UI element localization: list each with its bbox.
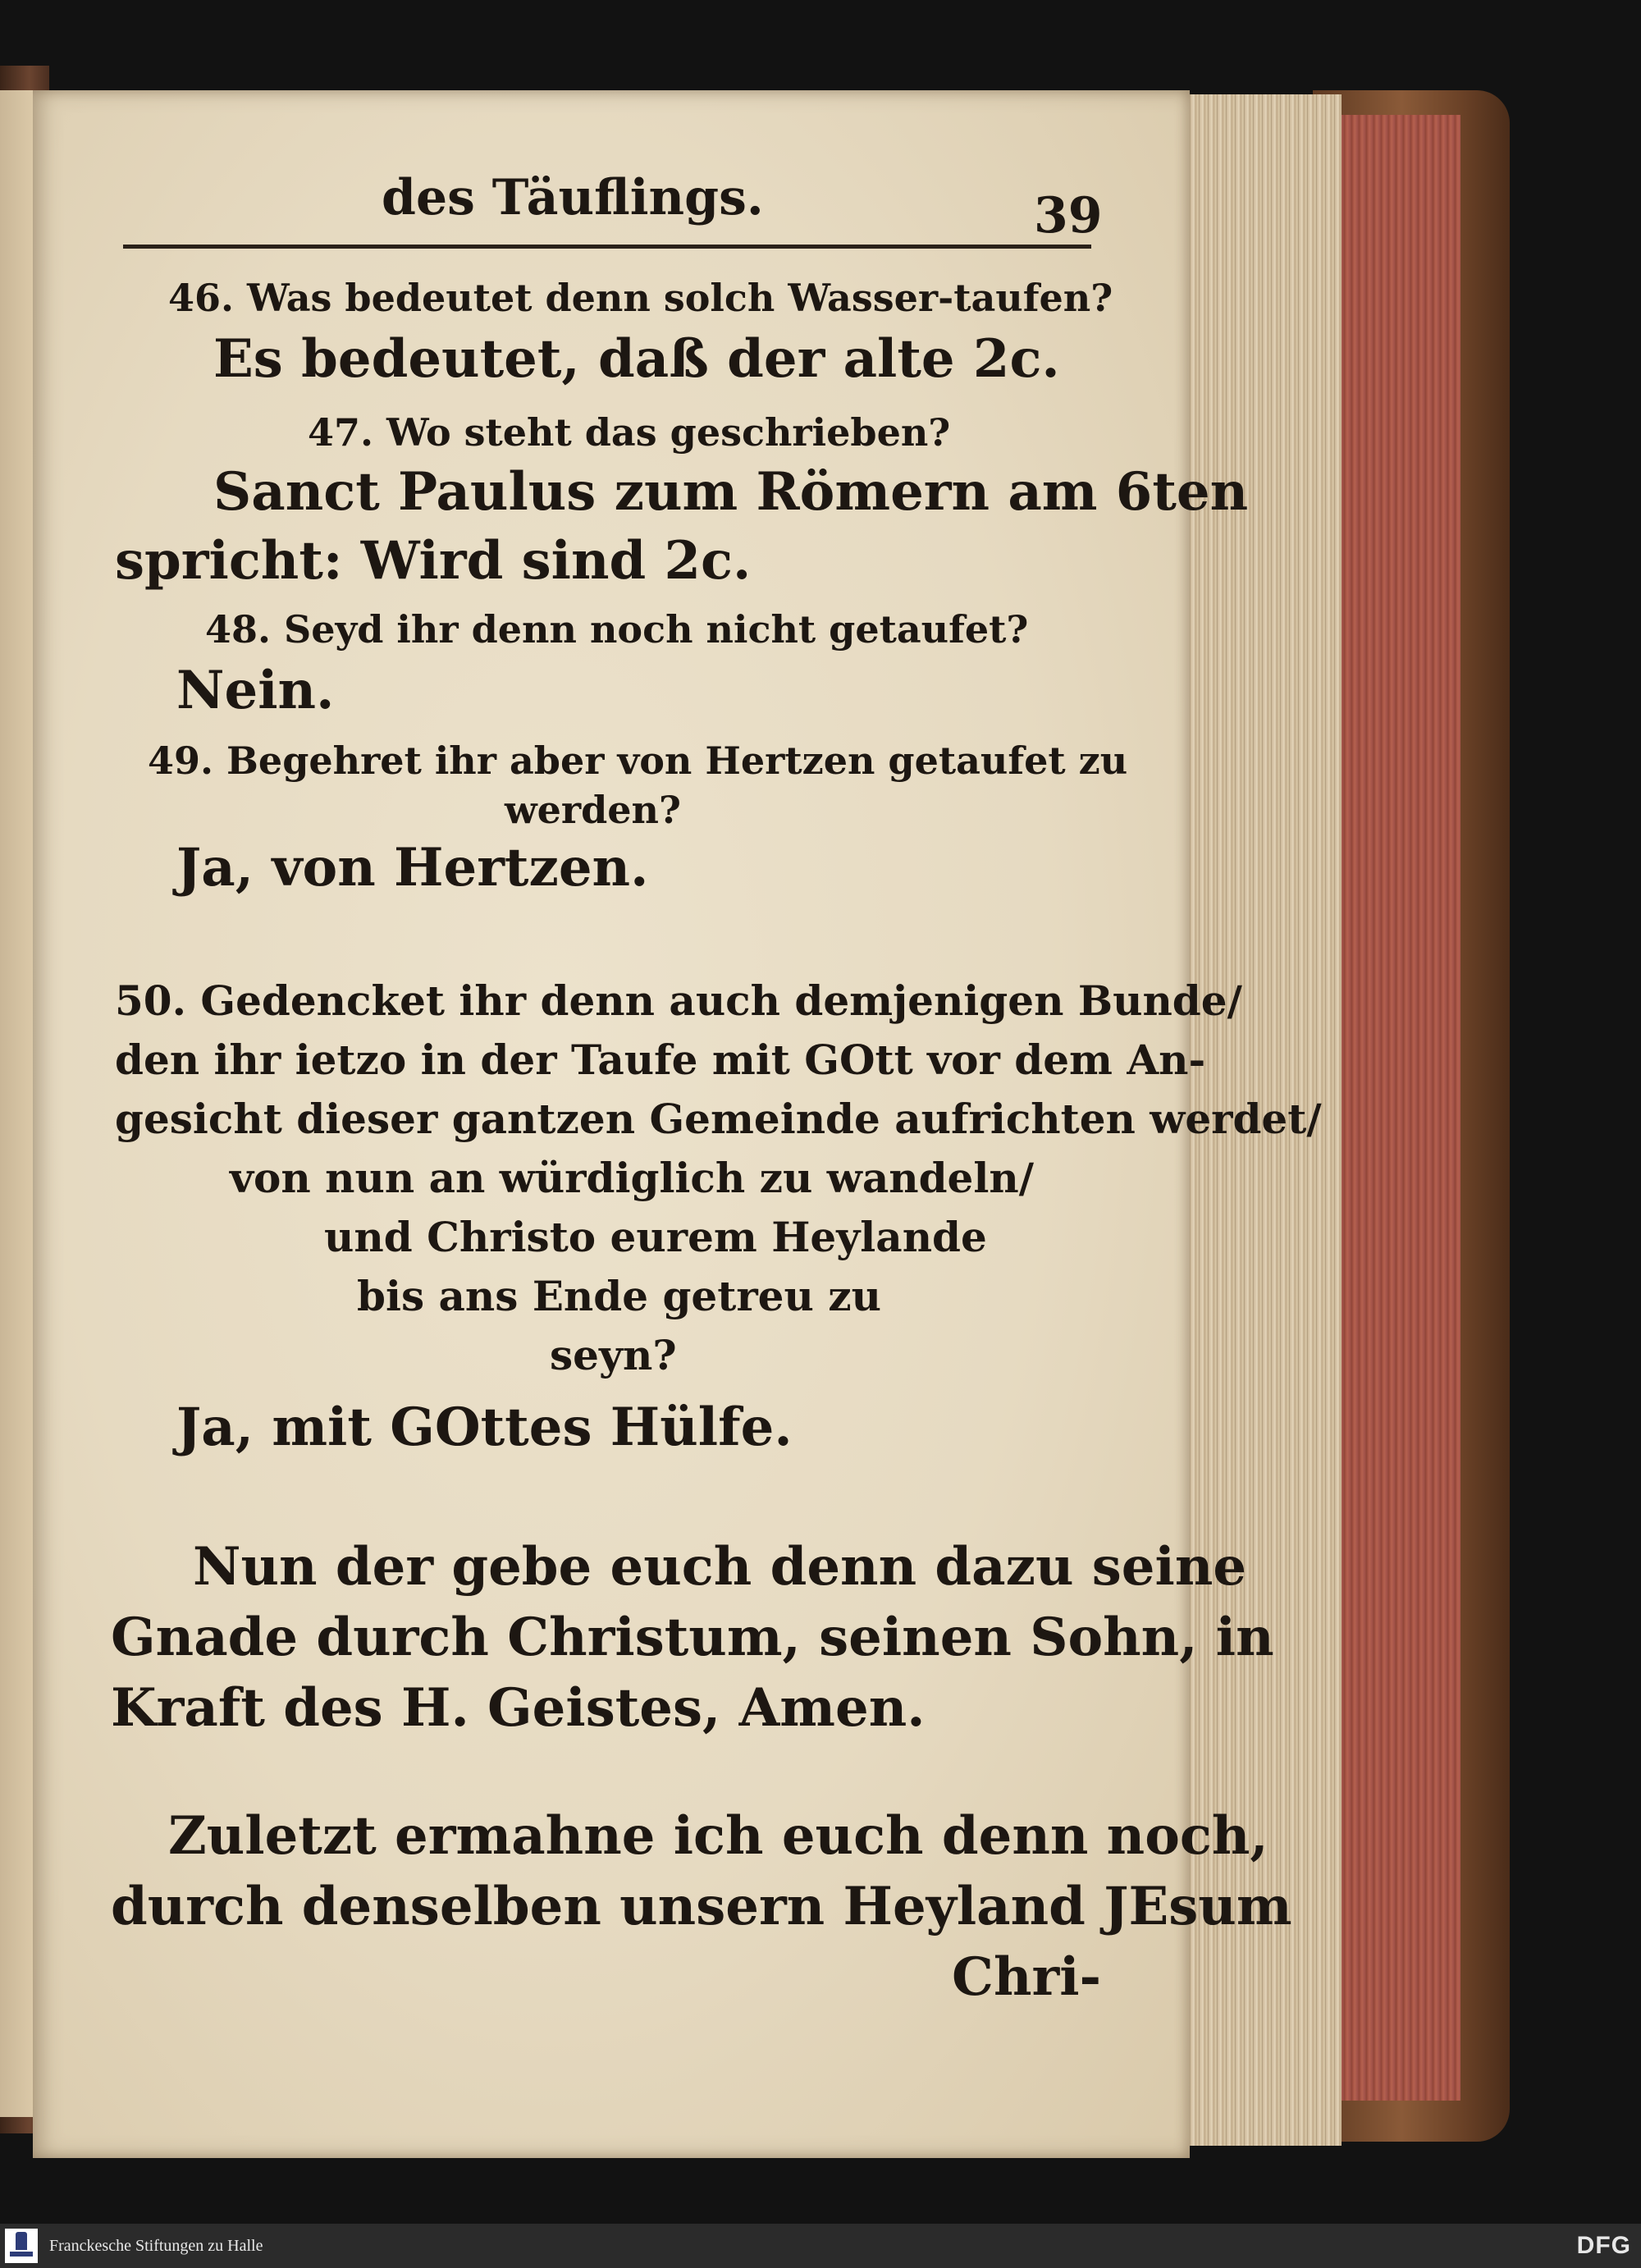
dfg-logo: DFG — [1576, 2232, 1631, 2259]
viewer-footer — [0, 2224, 1641, 2268]
text-line: Ja, von Hertzen. — [176, 837, 649, 899]
institution-logo-icon — [5, 2229, 38, 2263]
text-line: werden? — [505, 788, 681, 832]
institution-name: Franckesche Stiftungen zu Halle — [49, 2237, 263, 2255]
text-line: Ja, mit GOttes Hülfe. — [176, 1397, 793, 1458]
running-head: des Täuflings. — [382, 169, 764, 226]
text-line: spricht: Wird sind 2c. — [115, 530, 752, 592]
logo-mark — [16, 2232, 27, 2250]
text-line: Es bedeutet, daß der alte 2c. — [213, 328, 1060, 390]
text-line: Zuletzt ermahne ich euch denn noch, — [168, 1805, 1268, 1867]
text-line: bis ans Ende getreu zu — [357, 1272, 881, 1320]
text-line: von nun an würdiglich zu wandeln/ — [230, 1154, 1034, 1202]
text-line: Nein. — [176, 660, 335, 721]
text-line: 49. Begehret ihr aber von Hertzen getaufet zu — [148, 738, 1128, 783]
catchword: Chri- — [952, 1946, 1102, 2008]
text-line: Kraft des H. Geistes, Amen. — [111, 1677, 926, 1739]
page-number: 39 — [1034, 187, 1103, 245]
text-line: seyn? — [550, 1331, 677, 1379]
text-line: 46. Was bedeutet denn solch Wasser-taufen? — [168, 276, 1113, 320]
book-page — [33, 90, 1322, 2158]
text-line: Sanct Paulus zum Römern am 6ten — [213, 461, 1249, 523]
book-fore-edge — [1337, 115, 1460, 2101]
text-line: den ihr ietzo in der Taufe mit GOtt vor dem An- — [115, 1036, 1206, 1084]
text-line: und Christo eurem Heylande — [324, 1213, 987, 1261]
text-line: 50. Gedencket ihr denn auch demjenigen Bunde/ — [115, 976, 1242, 1025]
text-line: Nun der gebe euch denn dazu seine — [193, 1536, 1247, 1598]
logo-base — [10, 2252, 33, 2257]
text-line: durch denselben unsern Heyland JEsum — [111, 1876, 1292, 1937]
text-line: Gnade durch Christum, seinen Sohn, in — [111, 1607, 1274, 1668]
text-line: gesicht dieser gantzen Gemeinde aufrichten werdet/ — [115, 1095, 1322, 1143]
text-line: 47. Wo steht das geschrieben? — [308, 410, 951, 455]
facing-page-edge — [0, 90, 36, 2117]
header-rule — [123, 245, 1091, 249]
text-line: 48. Seyd ihr denn noch nicht getaufet? — [205, 607, 1029, 652]
